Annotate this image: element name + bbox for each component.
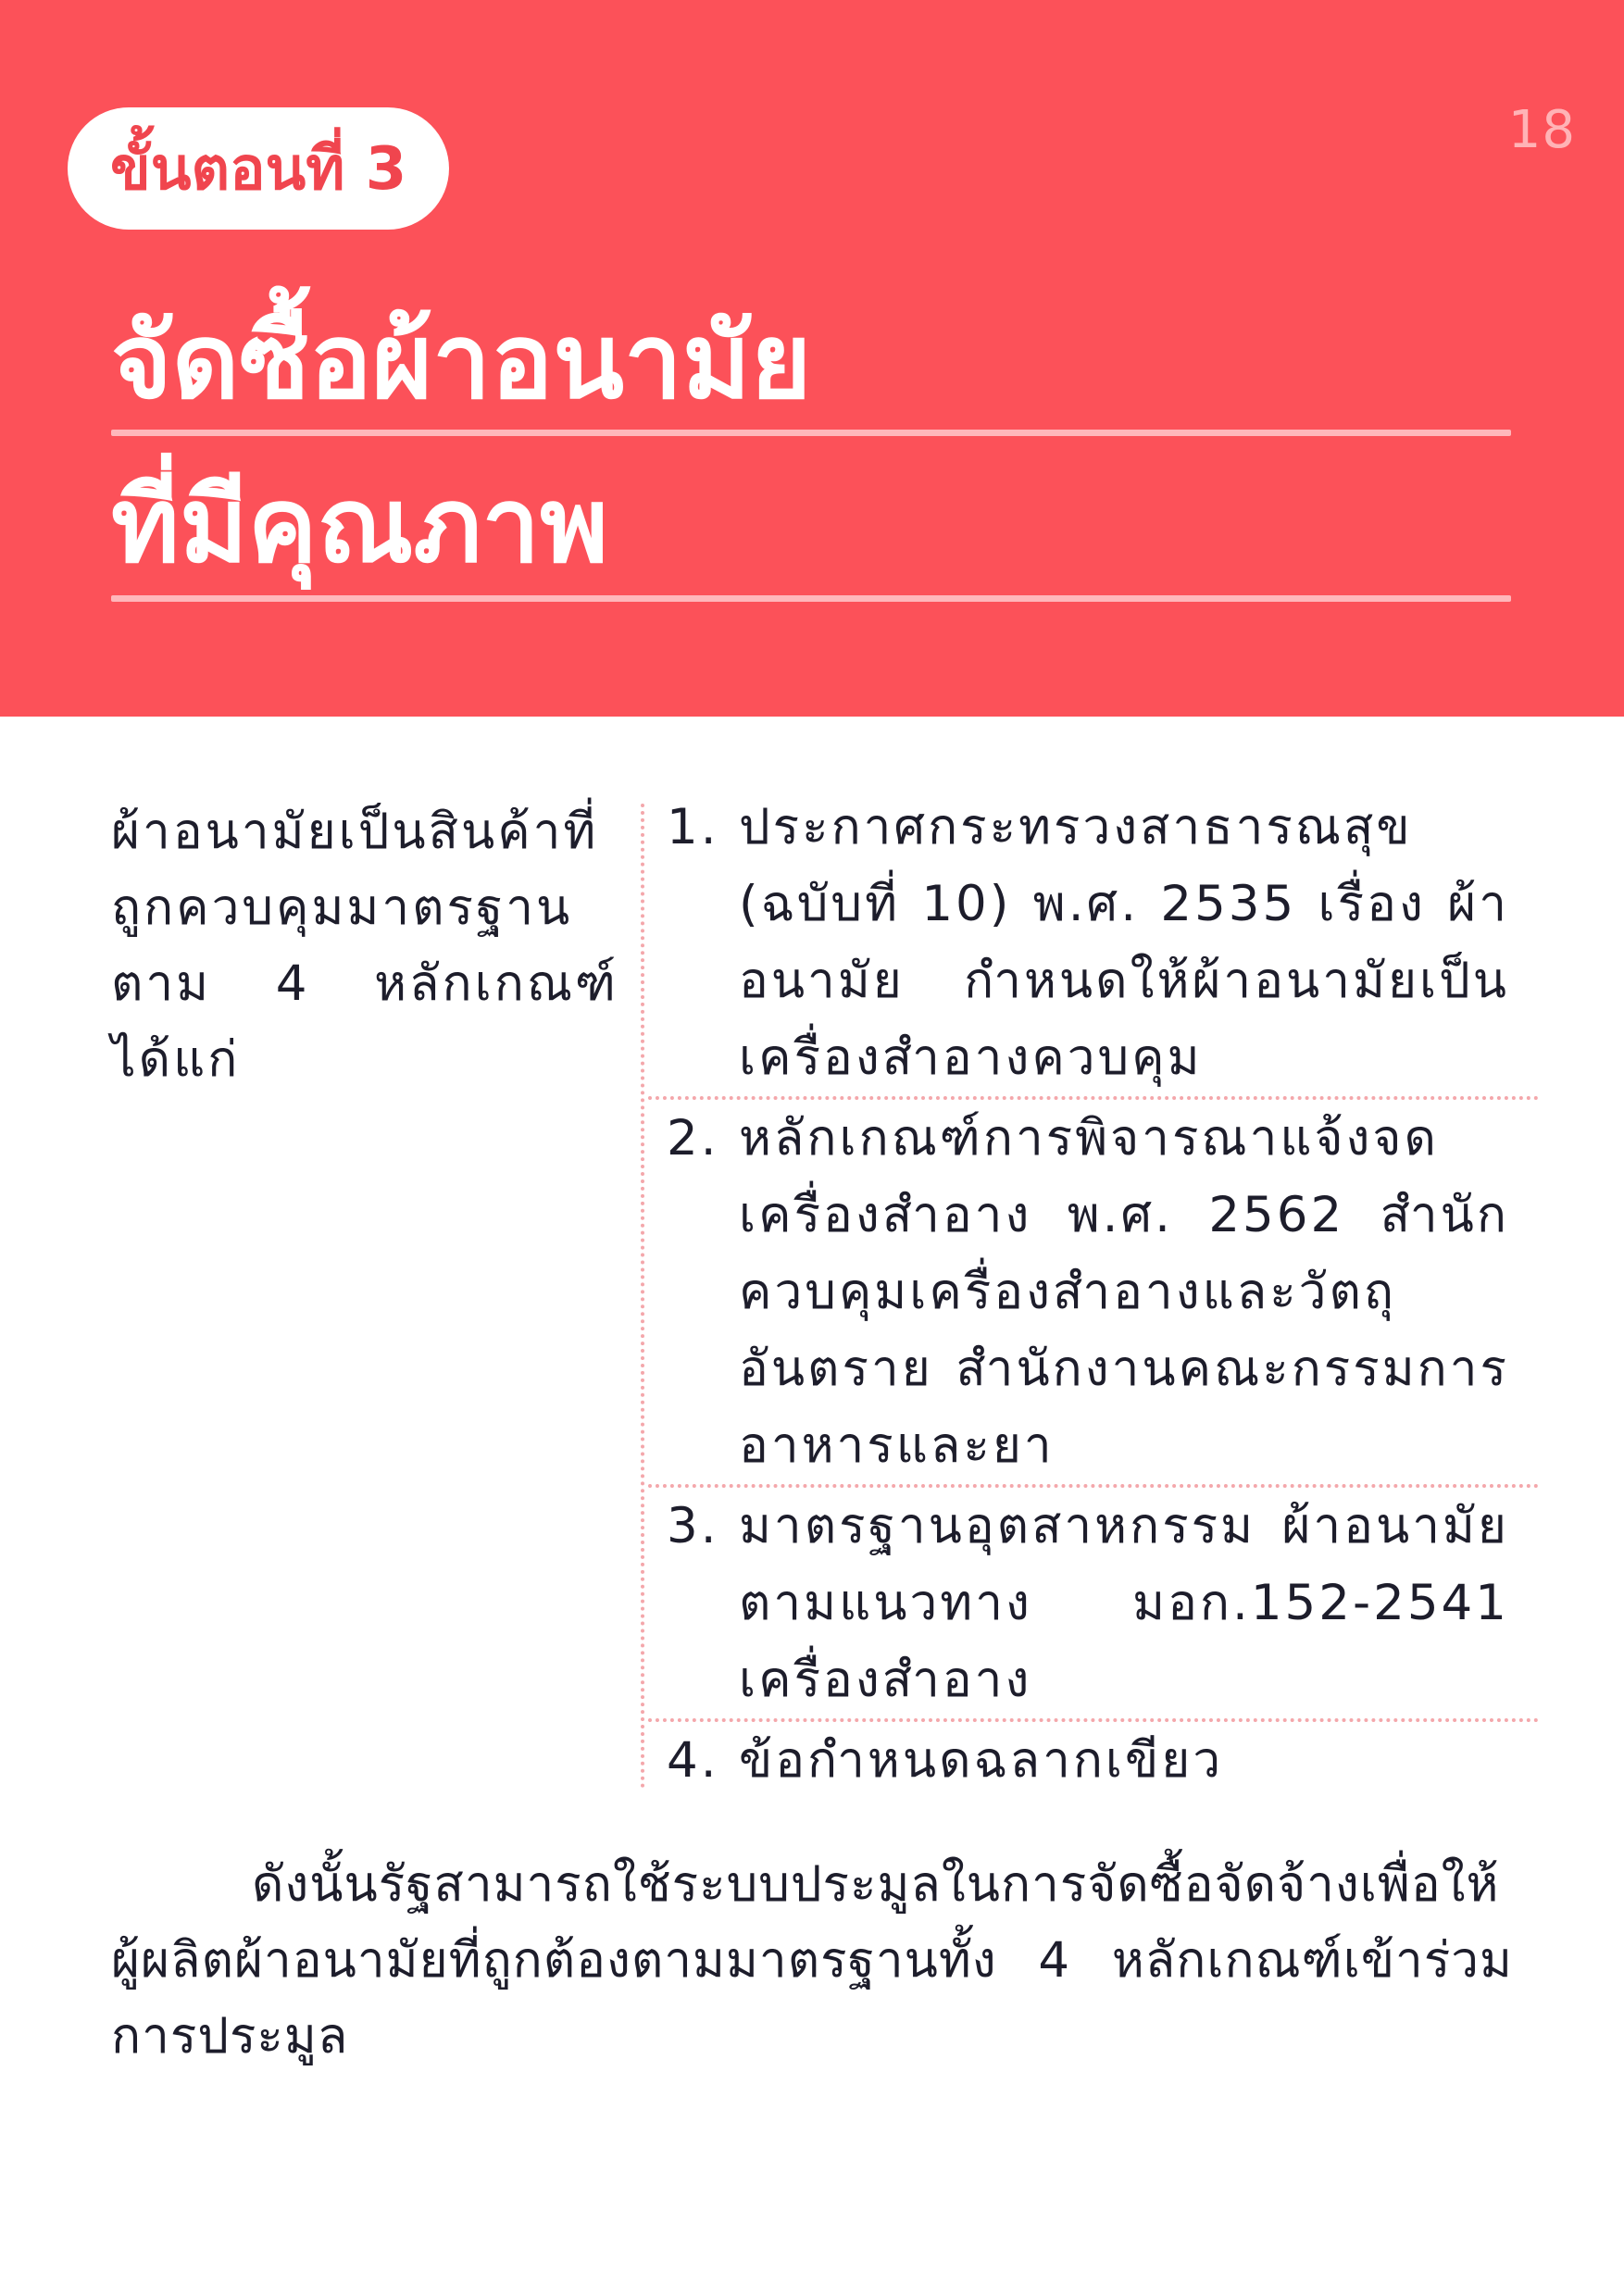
criteria-item — [648, 789, 1541, 1096]
criteria-number: 3. — [667, 1498, 719, 1554]
page-number: 18 — [1507, 100, 1576, 160]
criteria-text: ประกาศกระทรวงสาธารณสุข (ฉบับที่ 10) พ.ศ. 2535 เรื่อง ผ้าอนามัย กำหนดให้ผ้าอนามัยเป็นเครื่องสำอางควบคุม — [739, 799, 1509, 1086]
criteria-text: หลักเกณฑ์การพิจารณาแจ้งจดเครื่องสำอาง พ.ศ. 2562 สำนักควบคุมเครื่องสำอางและวัตถุอันตราย สำนักงานคณะกรรมการอาหารและยา — [739, 1110, 1509, 1474]
criteria-item — [648, 1722, 1541, 1799]
criteria-item — [648, 1100, 1541, 1484]
title-underline-1 — [111, 430, 1511, 436]
criteria-item — [648, 1488, 1541, 1718]
criteria-number: 2. — [667, 1110, 719, 1167]
step-badge: ขั้นตอนที่ 3 — [68, 107, 449, 230]
criteria-number: 1. — [667, 799, 719, 855]
conclusion-paragraph: ดังนั้นรัฐสามารถใช้ระบบประมูลในการจัดซื้อจัดจ้างเพื่อให้ผู้ผลิตผ้าอนามัยที่ถูกต้องตามมาตรฐานทั้ง 4 หลักเกณฑ์เข้าร่วมการประมูล — [111, 1856, 1513, 2065]
header-banner — [0, 0, 1624, 717]
criteria-text: ข้อกำหนดฉลากเขียว — [739, 1732, 1224, 1789]
intro-paragraph: ผ้าอนามัยเป็นสินค้าที่ถูกควบคุมมาตรฐานตาม 4 หลักเกณฑ์ ได้แก่ — [111, 804, 618, 1088]
page-title-line-2: ที่มีคุณภาพ — [111, 466, 609, 586]
column-divider — [641, 804, 644, 1789]
criteria-list — [648, 789, 1541, 1799]
criteria-text: มาตรฐานอุตสาหกรรม ผ้าอนามัยตามแนวทาง มอก.152-2541 เครื่องสำอาง — [739, 1498, 1509, 1708]
page-title-line-1: จัดซื้อผ้าอนามัย — [111, 302, 812, 422]
criteria-number: 4. — [667, 1732, 719, 1789]
title-underline-2 — [111, 595, 1511, 602]
